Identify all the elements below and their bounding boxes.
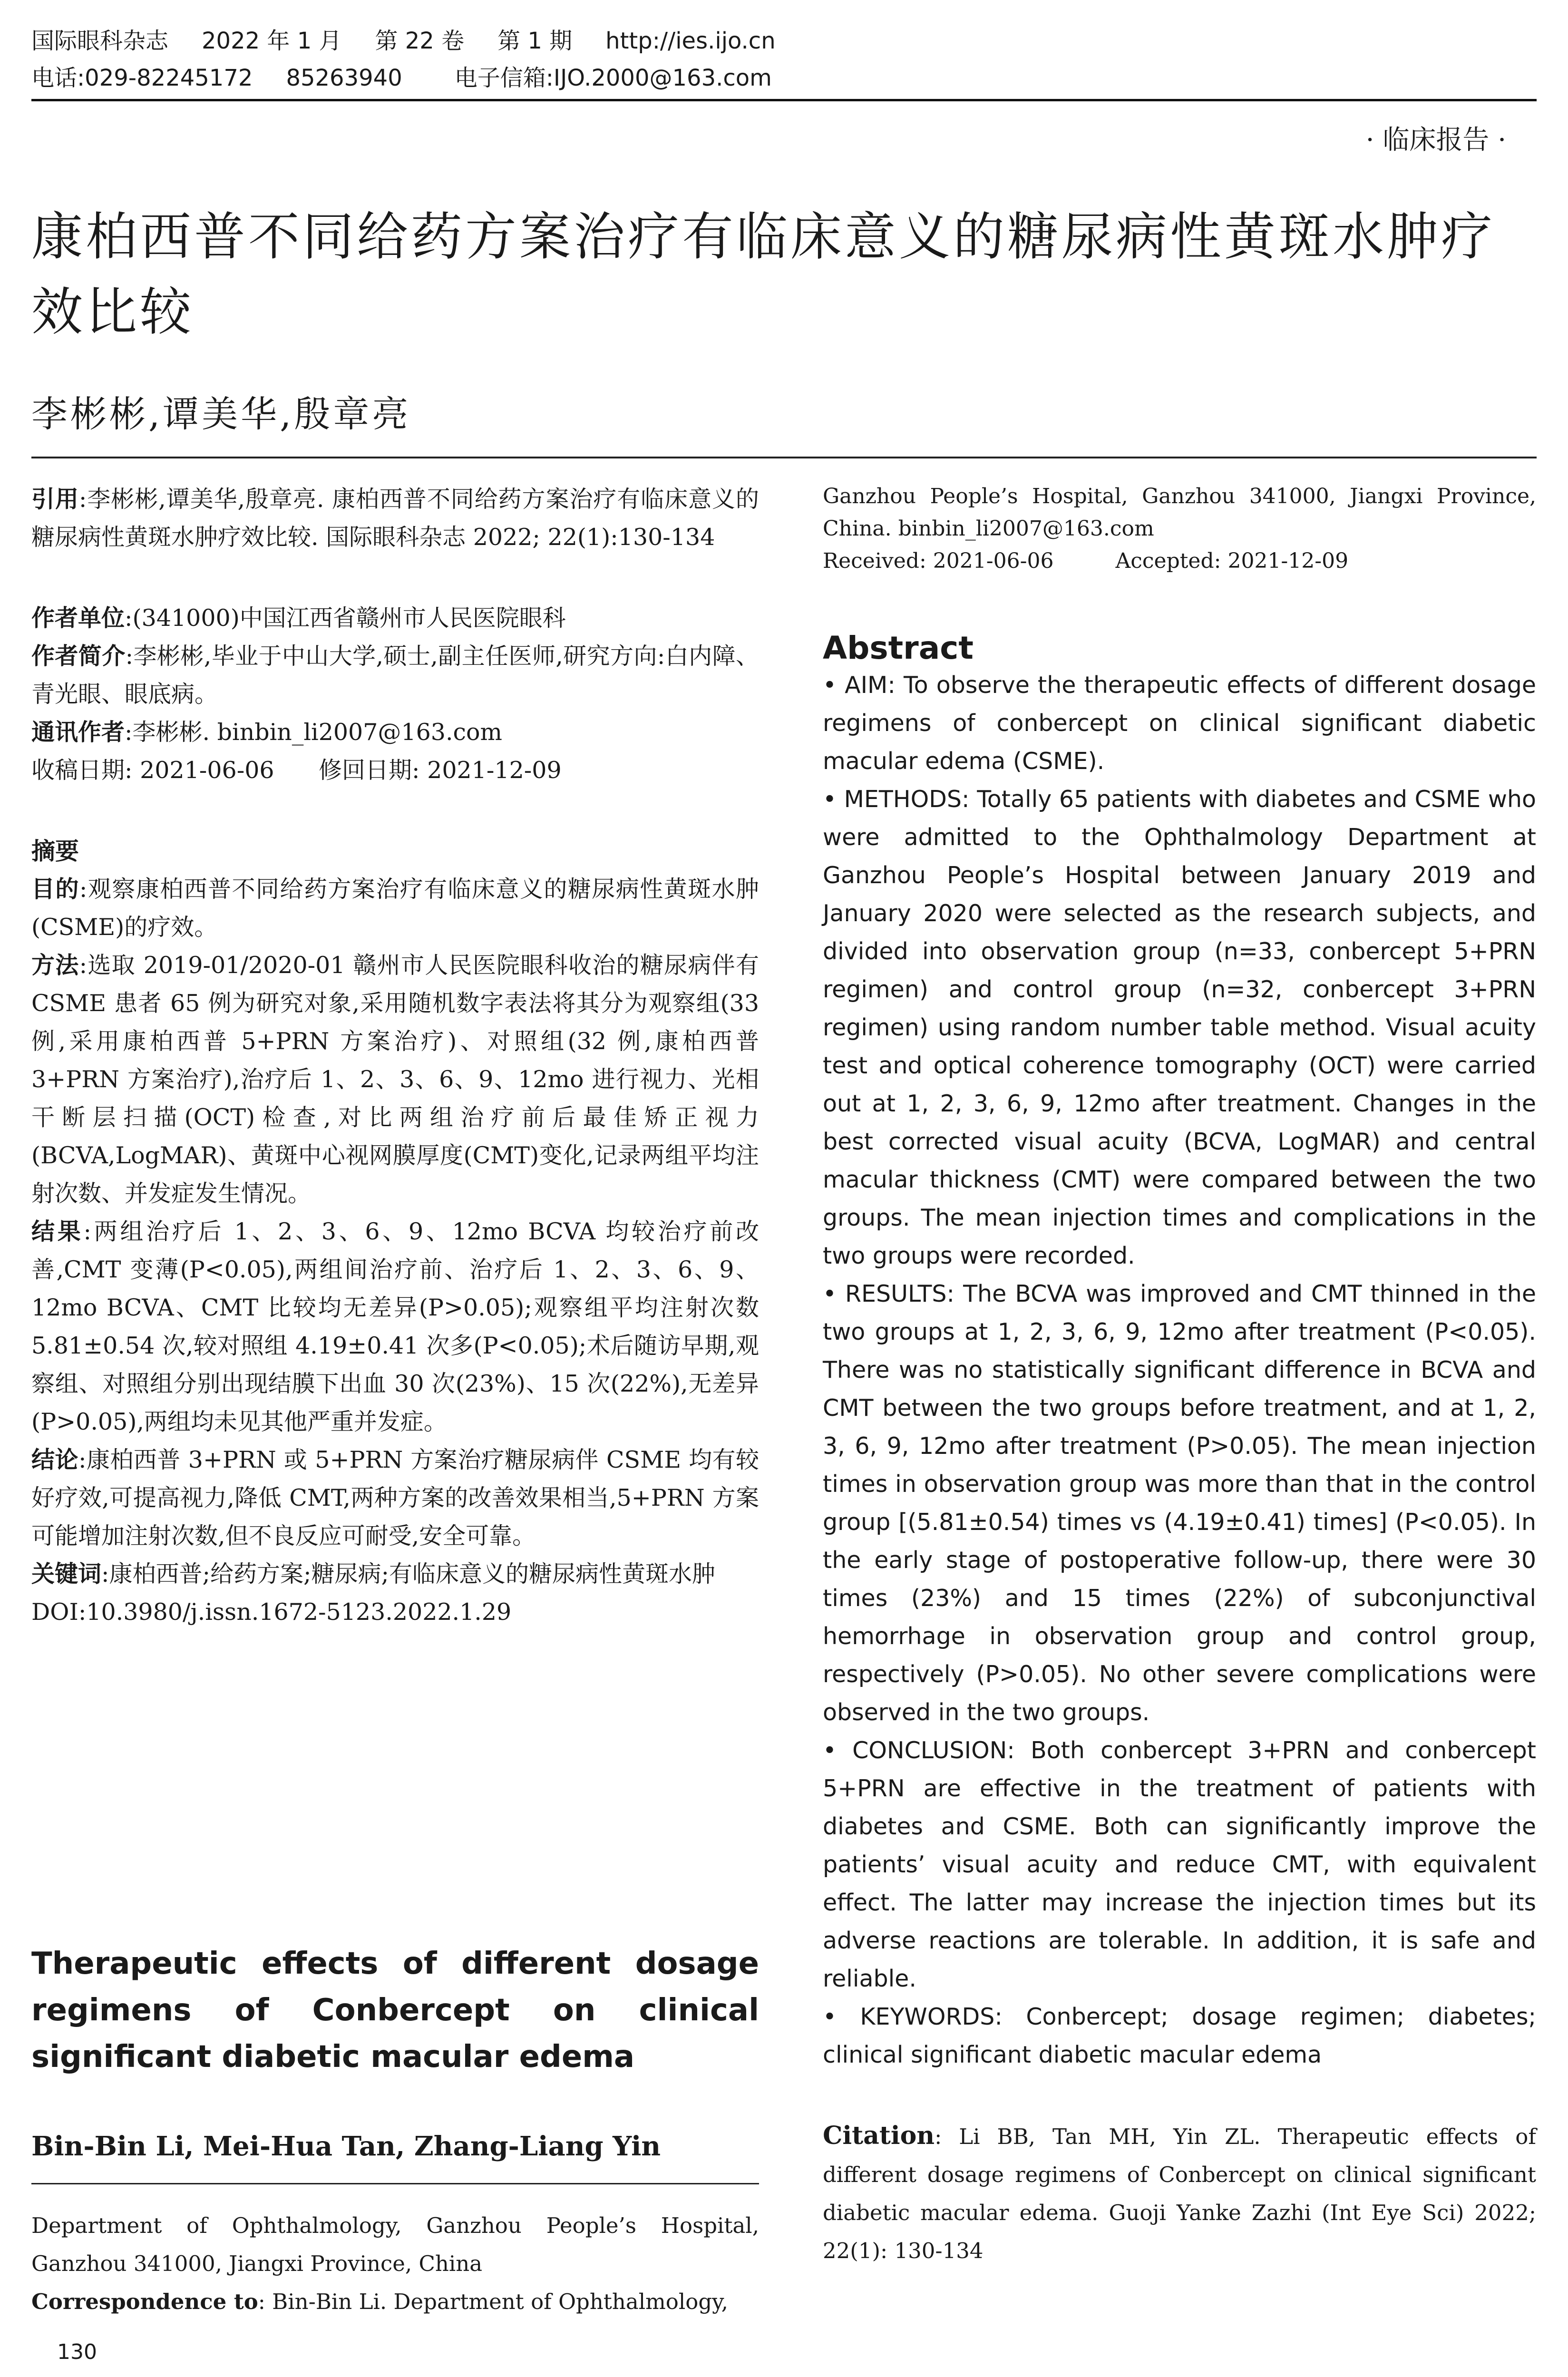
header-rule [31,99,1537,101]
abstract-methods-en: • METHODS: Totally 65 patients with diabetes and CSME who were admitted to the Ophthalmology Department at Ganzhou People’s Hospital between January 2019 and January 2020 were selected as the research subjects, and divided into observation group (n=33, conbercept 5+PRN regimen) and control group (n=32, conbercept 3+PRN regimen) using random number table method. Visual acuity test and optical coherence tomography (OCT) were carried out at 1, 2, 3, 6, 9, 12mo after treatment. Changes in the best corrected visual acuity (BCVA, LogMAR) and central macular thickness (CMT) were compared between the two groups. The mean injection times and complications in the two groups were recorded. [823,786,1536,1269]
section-tag: · 临床报告 · [1365,125,1506,156]
abstract-conclusion-en: • CONCLUSION: Both conbercept 3+PRN and conbercept 5+PRN are effective in the treatment of patients with diabetes and CSME. Both can significantly improve the patients’ visual acuity and reduce CMT, with equivalent effect. The latter may increase the injection times but its adverse reactions are tolerable. In addition, it is safe and reliable. [823,1737,1536,1992]
authors-cn: 李彬彬,谭美华,殷章亮 [31,393,411,435]
abstract-conclusion-cn: 结论:康柏西普 3+PRN 或 5+PRN 方案治疗糖尿病伴 CSME 均有较好疗效,可提高视力,降低 CMT,两种方案的改善效果相当,5+PRN 方案可能增加注射次数,但不良反应可耐受,安全可靠。 [31,1446,759,1549]
authors-rule [31,457,1537,458]
phone: 电话:029-82245172 [31,65,253,91]
volume: 第 22 卷 [375,28,465,54]
abstract-results-cn: 结果:两组治疗后 1、2、3、6、9、12mo BCVA 均较治疗前改善,CMT 变薄(P<0.05),两组间治疗前、治疗后 1、2、3、6、9、12mo BCVA、CMT 比较均无差异(P>0.05);观察组平均注射次数 5.81±0.54 次,较对照组 4.19±0.41 次多(P<0.05);术后随访早期,观察组、对照组分别出现结膜下出血 30 次(23%)、15 次(22%),无差异(P>0.05),两组均未见其他严重并发症。 [31,1218,759,1435]
abstract-heading-en: Abstract [823,630,974,666]
abstract-methods-cn: 方法:选取 2019-01/2020-01 赣州市人民医院眼科收治的糖尿病伴有 CSME 患者 65 例为研究对象,采用随机数字表法将其分为观察组(33 例,采用康柏西普 5+PRN 方案治疗)、对照组(32 例,康柏西普 3+PRN 方案治疗),治疗后 1、2、3、6、9、12mo 进行视力、光相干断层扫描(OCT)检查,对比两组治疗前后最佳矫正视力(BCVA,LogMAR)、黄斑中心视网膜厚度(CMT)变化,记录两组平均注射次数、并发症发生情况。 [31,952,759,1207]
right-column [823,480,1536,2270]
author-bio: 作者简介:李彬彬,毕业于中山大学,硕士,副主任医师,研究方向:白内障、青光眼、眼底病。 [31,643,759,708]
journal-header-line-2 [31,63,805,93]
abstract-heading-cn: 摘要 [31,838,79,865]
issue-date: 2022 年 1 月 [202,28,342,54]
affiliation-en [31,2207,759,2321]
journal-url[interactable]: http://ies.ijo.cn [605,28,776,54]
doi[interactable]: DOI:10.3980/j.issn.1672-5123.2022.1.29 [31,1598,512,1626]
journal-header-line-1 [31,26,809,56]
received-revised-dates: 收稿日期: 2021-06-06 修回日期: 2021-12-09 [31,757,562,784]
authors-en: Bin-Bin Li, Mei-Hua Tan, Zhang-Liang Yin [31,2131,661,2162]
affiliation-rule [31,2183,759,2184]
correspondence: Correspondence to: Bin-Bin Li. Department of Ophthalmology, [31,2289,728,2314]
left-column [31,480,759,1631]
phone-2: 85263940 [286,65,402,91]
page-number: 130 [57,2340,97,2364]
abstract-results-en: • RESULTS: The BCVA was improved and CMT thinned in the two groups at 1, 2, 3, 6, 9, 12mo after treatment (P<0.05). There was no statistically significant difference in BCVA and CMT between the two groups before treatment, and at 1, 2, 3, 6, 9, 12mo after treatment (P>0.05). The mean injection times in observation group was more than that in the control group [(5.81±0.54) times vs (4.19±0.41) times] (P<0.05). In the early stage of postoperative follow-up, there were 30 times (23%) and 15 times (22%) of subconjunctival hemorrhage in observation group and control group, respectively (P>0.05). No other severe complications were observed in the two groups. [823,1280,1536,1726]
citation-en: Citation: Li BB, Tan MH, Yin ZL. Therapeutic effects of different dosage regimens of Conbercept on clinical significant diabetic macular edema. Guoji Yanke Zazhi (Int Eye Sci) 2022; 22(1): 130-134 [823,2121,1536,2263]
department: Department of Ophthalmology, Ganzhou People’s Hospital, Ganzhou 341000, Jiangxi Province, China [31,2213,759,2276]
keywords-cn: 关键词:康柏西普;给药方案;糖尿病;有临床意义的糖尿病性黄斑水肿 [31,1560,716,1588]
journal-name: 国际眼科杂志 [31,28,169,54]
keywords-en: • KEYWORDS: Conbercept; dosage regimen; diabetes; clinical significant diabetic macular edema [823,2003,1536,2068]
affiliation-continued: Ganzhou People’s Hospital, Ganzhou 341000, Jiangxi Province, China. binbin_li2007@163.com [823,484,1536,541]
abstract-aim-cn: 目的:观察康柏西普不同给药方案治疗有临床意义的糖尿病性黄斑水肿(CSME)的疗效。 [31,876,759,941]
article-title-cn: 康柏西普不同给药方案治疗有临床意义的糖尿病性黄斑水肿疗效比较 [31,207,1496,342]
email[interactable]: 电子信箱:IJO.2000@163.com [454,65,772,91]
received-accepted: Received: 2021-06-06 Accepted: 2021-12-09 [823,549,1349,573]
article-title-en: Therapeutic effects of different dosage regimens of Conbercept on clinical significant diabetic macular edema [31,1946,759,2075]
issue-number: 第 1 期 [497,28,573,54]
corresponding-author: 通讯作者:李彬彬. binbin_li2007@163.com [31,719,502,746]
citation-cn: 引用:李彬彬,谭美华,殷章亮. 康柏西普不同给药方案治疗有临床意义的糖尿病性黄斑水肿疗效比较. 国际眼科杂志 2022; 22(1):130-134 [31,486,759,551]
author-unit: 作者单位:(341000)中国江西省赣州市人民医院眼科 [31,604,566,632]
citation-label: 引用 [31,486,79,513]
abstract-aim-en: • AIM: To observe the therapeutic effects of different dosage regimens of conbercept on clinical significant diabetic macular edema (CSME). [823,672,1536,775]
